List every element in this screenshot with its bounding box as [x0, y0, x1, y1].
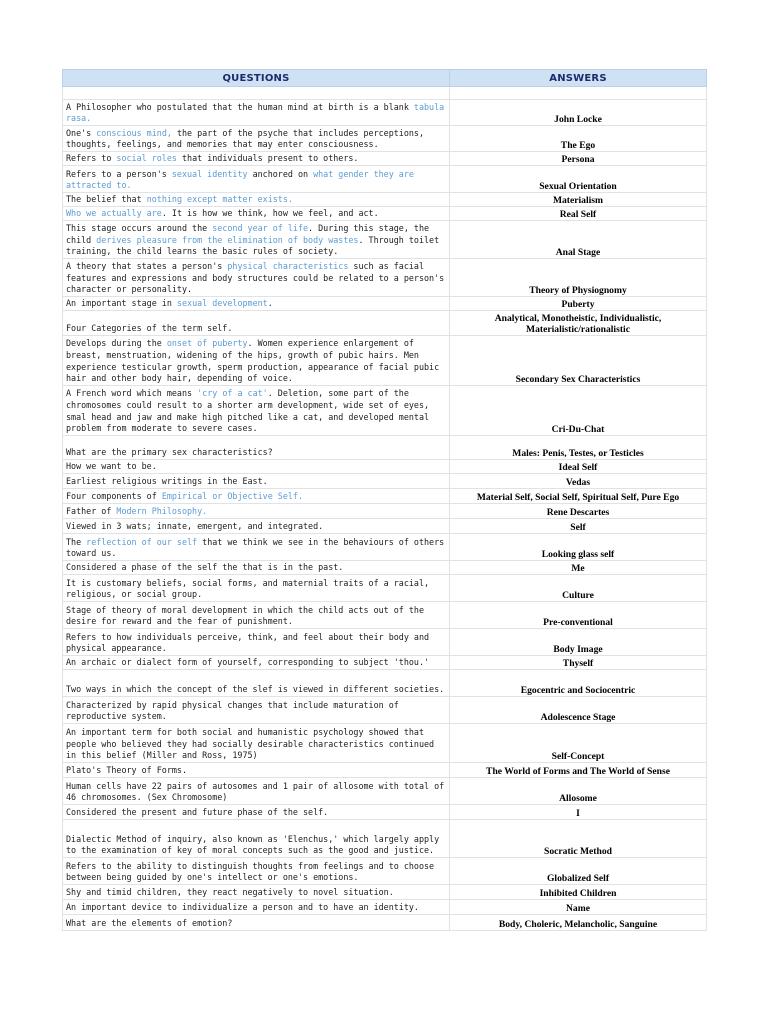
question-text: An archaic or dialect form of yourself, corresponding to subject 'thou.': [66, 657, 430, 668]
question-text: that individuals present to others.: [176, 153, 359, 164]
table-row: [63, 629, 707, 656]
question-text: A theory that states a person's: [66, 260, 228, 271]
table-row: [63, 193, 707, 207]
question-cell[interactable]: [63, 436, 450, 460]
table-row: [63, 221, 707, 259]
answer-cell[interactable]: Sexual Orientation: [450, 166, 707, 193]
question-text: . It is how we think, how we feel, and act.: [161, 208, 379, 219]
highlighted-text: onset of puberty: [166, 338, 248, 349]
answer-cell[interactable]: John Locke: [450, 100, 707, 126]
question-text: . Through toilet training, the child learns the basic rules of society.: [66, 234, 440, 257]
table-row: [63, 336, 707, 386]
question-text: Two ways in which the concept of the slef is viewed in different societies.: [66, 684, 445, 695]
table-row: [63, 885, 707, 900]
question-cell[interactable]: [63, 126, 450, 152]
answer-cell[interactable]: I: [450, 805, 707, 820]
answer-cell[interactable]: Material Self, Social Self, Spiritual Self, Pure Ego: [450, 489, 707, 504]
table-row: [63, 504, 707, 519]
answer-cell[interactable]: Real Self: [450, 207, 707, 221]
empty-cell[interactable]: [63, 87, 450, 100]
question-cell[interactable]: [63, 386, 450, 436]
question-cell[interactable]: [63, 297, 450, 311]
answer-cell[interactable]: Persona: [450, 152, 707, 166]
answer-cell[interactable]: Adolescence Stage: [450, 697, 707, 724]
question-cell[interactable]: [63, 336, 450, 386]
answer-cell[interactable]: Inhibited Children: [450, 885, 707, 900]
table-row: [63, 724, 707, 763]
question-cell[interactable]: [63, 900, 450, 915]
question-text: Viewed in 3 wats; innate, emergent, and integrated.: [66, 521, 324, 532]
question-cell[interactable]: [63, 193, 450, 207]
question-text: Stage of theory of moral development in which the child acts out of the desire for reward and the fear of punishment.: [66, 604, 424, 627]
question-cell[interactable]: [63, 221, 450, 259]
question-text: This stage occurs around the: [66, 222, 213, 233]
question-cell[interactable]: [63, 805, 450, 820]
table-row: [63, 460, 707, 474]
question-text: An important stage in: [66, 298, 177, 309]
highlighted-text: sexual development: [176, 298, 268, 309]
highlighted-text: Modern Philosophy.: [116, 506, 208, 517]
spacer-row: [63, 87, 707, 100]
highlighted-text: social roles: [116, 153, 177, 164]
question-text: A Philosopher who postulated that the human mind at birth is a blank: [66, 101, 414, 112]
answer-cell[interactable]: Thyself: [450, 656, 707, 670]
highlighted-text: Empirical or Objective Self.: [161, 491, 303, 502]
question-cell[interactable]: [63, 656, 450, 670]
question-cell[interactable]: [63, 858, 450, 885]
question-text: It is customary beliefs, social forms, and maternial traits of a racial, religious, or social group.: [66, 577, 430, 600]
question-cell[interactable]: [63, 152, 450, 166]
table-row: [63, 602, 707, 629]
question-cell[interactable]: [63, 915, 450, 931]
question-text: anchored on: [247, 168, 314, 179]
table-row: [63, 697, 707, 724]
answer-cell[interactable]: Pre-conventional: [450, 602, 707, 629]
table-row: [63, 656, 707, 670]
table-row: [63, 207, 707, 221]
highlighted-text: second year of life: [212, 222, 309, 233]
question-cell[interactable]: [63, 311, 450, 336]
table-row: [63, 126, 707, 152]
question-cell[interactable]: [63, 561, 450, 575]
question-text: . Deletion, some part of the chromosomes could result to a shorter arm development, wide set of eyes, smal head and jaw and make high pitched like a cat, and developed mental problem from moderate to severe cases.: [66, 388, 430, 434]
question-text: .: [267, 298, 273, 309]
table-row: [63, 534, 707, 561]
question-text: Father of: [66, 506, 117, 517]
answer-cell[interactable]: The Ego: [450, 126, 707, 152]
table-row: [63, 386, 707, 436]
question-text: Considered the present and future phase of the self.: [66, 807, 329, 818]
questions-header[interactable]: QUESTIONS: [63, 70, 450, 87]
question-text: Plato's Theory of Forms.: [66, 765, 188, 776]
highlighted-text: reflection of our self: [86, 536, 198, 547]
empty-cell[interactable]: [450, 87, 707, 100]
answer-cell[interactable]: Theory of Physiognomy: [450, 259, 707, 297]
question-cell[interactable]: [63, 697, 450, 724]
answer-cell[interactable]: Secondary Sex Characteristics: [450, 336, 707, 386]
question-text: . During this stage, the child: [66, 222, 430, 245]
question-cell[interactable]: [63, 778, 450, 805]
question-cell[interactable]: [63, 820, 450, 858]
answer-cell[interactable]: Allosome: [450, 778, 707, 805]
table-row: [63, 474, 707, 489]
table-row: [63, 820, 707, 858]
answer-cell[interactable]: Analytical, Monotheistic, Individualistic, Materialistic/rationalistic: [450, 311, 707, 336]
answer-cell[interactable]: Globalized Self: [450, 858, 707, 885]
highlighted-text: physical characteristics: [227, 260, 349, 271]
question-text: Shy and timid children, they react negatively to novel situation.: [66, 887, 394, 898]
answer-cell[interactable]: Name: [450, 900, 707, 915]
question-text: The belief that: [66, 194, 147, 205]
table-row: [63, 436, 707, 460]
table-row: [63, 778, 707, 805]
answer-cell[interactable]: Self: [450, 519, 707, 534]
answer-cell[interactable]: Materialism: [450, 193, 707, 207]
question-text: Develops during the: [66, 338, 167, 349]
question-text: that we think we see in the behaviours of others toward us.: [66, 536, 445, 559]
answer-cell[interactable]: Me: [450, 561, 707, 575]
question-text: An important term for both social and humanistic psychology showed that people who believed they had socially desirable characteristics continued in this belief (Miller and Ross, 1975): [66, 726, 435, 761]
question-text: such as facial features and expressions and body structures could be related to a person's character or personality.: [66, 260, 445, 295]
question-text: The: [66, 536, 87, 547]
question-cell[interactable]: [63, 602, 450, 629]
answer-cell[interactable]: Socratic Method: [450, 820, 707, 858]
question-text: How we want to be.: [66, 461, 157, 472]
table-row: [63, 763, 707, 778]
question-cell[interactable]: [63, 207, 450, 221]
answer-cell[interactable]: Rene Descartes: [450, 504, 707, 519]
table-row: [63, 259, 707, 297]
question-cell[interactable]: [63, 763, 450, 778]
table-row: [63, 100, 707, 126]
answer-cell[interactable]: Looking glass self: [450, 534, 707, 561]
question-cell[interactable]: [63, 885, 450, 900]
highlighted-text: sexual identity: [171, 168, 248, 179]
question-text: Characterized by rapid physical changes that include maturation of reproductive system.: [66, 699, 399, 722]
question-cell[interactable]: [63, 166, 450, 193]
question-text: Refers to how individuals perceive, think, and feel about their body and physical appearance.: [66, 631, 430, 654]
answer-cell[interactable]: Vedas: [450, 474, 707, 489]
question-text: A French word which means: [66, 388, 198, 399]
question-text: Refers to the ability to distinguish thoughts from feelings and to choose between being guided by one's intellect or one's emotions.: [66, 860, 435, 883]
answer-cell[interactable]: Anal Stage: [450, 221, 707, 259]
question-cell[interactable]: [63, 259, 450, 297]
table-row: [63, 561, 707, 575]
question-cell[interactable]: [63, 474, 450, 489]
table-row: [63, 519, 707, 534]
question-cell[interactable]: [63, 534, 450, 561]
highlighted-text: Who we actually are: [66, 208, 162, 219]
question-text: Dialectic Method of inquiry, also known as 'Elenchus,' which largely apply to the examination of key of moral concepts such as the good and justice.: [66, 833, 440, 856]
table-body: [63, 87, 707, 931]
question-cell[interactable]: [63, 724, 450, 763]
question-cell[interactable]: [63, 504, 450, 519]
question-text: the part of the psyche that includes perceptions, thoughts, feelings, and memories that may enter consciousness.: [66, 127, 425, 150]
question-text: Refers to: [66, 153, 117, 164]
answer-cell[interactable]: Self-Concept: [450, 724, 707, 763]
table-row: [63, 858, 707, 885]
table-row: [63, 670, 707, 697]
answer-cell[interactable]: Ideal Self: [450, 460, 707, 474]
highlighted-text: derives pleasure from the elimination of body wastes: [96, 234, 359, 245]
answer-cell[interactable]: Culture: [450, 575, 707, 602]
highlighted-text: nothing except matter exists.: [146, 194, 293, 205]
question-text: Four Categories of the term self.: [66, 323, 233, 334]
question-cell[interactable]: [63, 629, 450, 656]
answer-cell[interactable]: Egocentric and Sociocentric: [450, 670, 707, 697]
answer-cell[interactable]: Puberty: [450, 297, 707, 311]
answer-cell[interactable]: Body Image: [450, 629, 707, 656]
question-text: Earliest religious writings in the East.: [66, 476, 268, 487]
question-text: Four components of: [66, 491, 162, 502]
question-cell[interactable]: [63, 100, 450, 126]
question-text: Refers to a person's: [66, 168, 172, 179]
question-text: Human cells have 22 pairs of autosomes and 1 pair of allosome with total of 46 chromosomes. (Sex Chromosome): [66, 780, 445, 803]
question-cell[interactable]: [63, 460, 450, 474]
qa-table: [62, 69, 707, 931]
answer-cell[interactable]: Males: Penis, Testes, or Testicles: [450, 436, 707, 460]
answers-header[interactable]: ANSWERS: [450, 70, 707, 87]
question-cell[interactable]: [63, 670, 450, 697]
highlighted-text: what gender they are attracted to.: [66, 168, 414, 191]
answer-cell[interactable]: The World of Forms and The World of Sense: [450, 763, 707, 778]
question-text: An important device to individualize a person and to have an identity.: [66, 902, 419, 913]
question-cell[interactable]: [63, 519, 450, 534]
question-cell[interactable]: [63, 489, 450, 504]
answer-cell[interactable]: Cri-Du-Chat: [450, 386, 707, 436]
question-text: . Women experience enlargement of breast, menstruation, widening of the hips, growth of pubic hairs. Men experience testicular growth, sperm production, appearance of facial pubic hair and other body hair, depending of voice.: [66, 338, 440, 384]
header-row: [63, 70, 707, 87]
table-row: [63, 805, 707, 820]
table-row: [63, 900, 707, 915]
question-cell[interactable]: [63, 575, 450, 602]
answer-cell[interactable]: Body, Choleric, Melancholic, Sanguine: [450, 915, 707, 931]
table-row: [63, 152, 707, 166]
highlighted-text: conscious mind,: [96, 127, 172, 138]
table-row: [63, 575, 707, 602]
table-row: [63, 915, 707, 931]
highlighted-text: 'cry of a cat': [197, 388, 268, 399]
table-row: [63, 311, 707, 336]
question-text: What are the elements of emotion?: [66, 918, 233, 929]
table-row: [63, 489, 707, 504]
question-text: One's: [66, 127, 97, 138]
table-row: [63, 166, 707, 193]
question-text: Considered a phase of the self the that is in the past.: [66, 562, 344, 573]
highlighted-text: tabula rasa.: [66, 101, 445, 124]
table-row: [63, 297, 707, 311]
question-text: What are the primary sex characteristics?: [66, 447, 273, 458]
